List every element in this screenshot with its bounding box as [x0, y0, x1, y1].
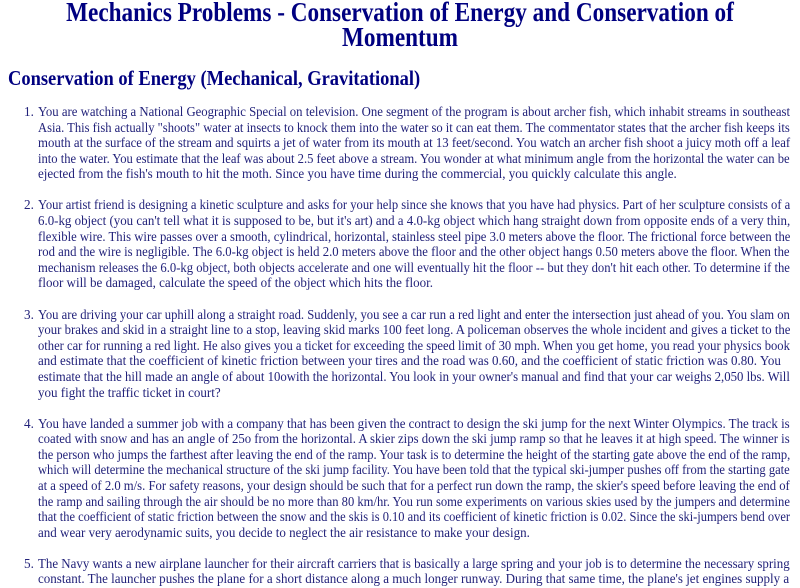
problem-text-line: ejected from the fish's mouth to hit the moth. Since you have time during the commercial, you quickly calculate this angle.	[38, 166, 677, 182]
page-title-line-1: Mechanics Problems - Conservation of Energy and Conservation of	[66, 0, 734, 27]
problem-text-line: and wear very aerodynamic suits, you decide to neglect the air resistance to make your design.	[38, 524, 530, 540]
problem-number: 1.	[24, 104, 34, 119]
problem-text-line: flexible wire. This wire passes over a smooth, cylindrical, horizontal, stainless steel pipe 3.0 meters above the floor. The frictional force between the	[38, 228, 791, 244]
problem-item	[0, 104, 800, 182]
problem-number: 5.	[24, 555, 34, 571]
problem-item	[0, 307, 800, 401]
problem-text-line: into the water. You estimate that the leaf was about 2.5 feet above a stream. You wonder at what minimum angle from the horizontal the water can be	[38, 150, 790, 166]
problem-text-line: mechanism releases the 6.0-kg object, both objects accelerate and one will eventually hit the floor -- but they don't hit each other. To determine if the	[38, 259, 790, 275]
problem-text-line: that the coefficient of static friction between the snow and the skis is 0.10 and its coefficient of kinetic friction is 0.02. Since the ski-jumpers bend over	[38, 509, 791, 525]
problem-number: 2.	[24, 197, 34, 213]
problem-item	[0, 197, 800, 291]
problem-text-line: at a speed of 2.0 m/s. For safety reasons, your design should be such that for a perfect run down the ramp, the skier's speed before leaving the end of	[38, 477, 790, 493]
problem-text-line: You have landed a summer job with a company that has been given the contract to design the ski jump for the next Winter Olympics. The track is	[38, 415, 790, 431]
problem-list	[0, 104, 800, 588]
problem-text-line: other car for running a red light. He also gives you a ticket for exceeding the speed limit of 30 mph. When you get home, you read your physics book	[38, 337, 790, 353]
problem-text-line: constant. The launcher pushes the plane for a short distance along a much longer runway. During that same time, the plane's jet engines supply a	[38, 571, 790, 587]
problem-text-line: rod and the wire is negligible. The 6.0-kg object is held 2.0 meters above the floor and the other object hangs 0.50 meters above the floor. When the	[38, 244, 790, 260]
problem-number: 4.	[24, 415, 34, 431]
problem-text-line: Asia. This fish actually "shoots" water at insects to knock them into the water so it can eat them. The commentator states that the archer fish keeps its	[38, 119, 790, 135]
problem-text-line: your brakes and skid in a straight line to a stop, leaving skid marks 100 feet long. A policeman observes the whole incident and gives a ticket to the	[38, 322, 791, 338]
problem-text-line: you fight the traffic ticket in court?	[38, 384, 221, 400]
problem-text-line: which will determine the mechanical structure of the ski jump facility. You have been told that the typical ski-jumper pushes off from the starting gate	[38, 462, 790, 478]
problem-text-line: the person who jumps the farthest after leaving the end of the ramp. Your task is to determine the height of the starting gate above the end of the ramp,	[38, 446, 791, 462]
problem-text-line: You are watching a National Geographic Special on television. One segment of the program is about archer fish, which inhabit streams in southeast	[38, 104, 790, 119]
problem-text-line: The Navy wants a new airplane launcher for their aircraft carriers that is basically a large spring and your job is to determine the necessary spring	[38, 555, 790, 571]
problem-text-line: estimate that the hill made an angle of about 10owith the horizontal. You look in your owner's manual and find that your car weighs 2,050 lbs. Will	[38, 368, 790, 384]
problem-text-line: and estimate that the coefficient of kinetic friction between your tires and the road was 0.60, and the coefficient of static friction was 0.80. You	[38, 353, 781, 369]
problem-number: 3.	[24, 306, 34, 322]
problem-item	[0, 416, 800, 541]
problem-text-line: coated with snow and has an angle of 25o from the horizontal. A skier zips down the ski jump ramp so that he leaves it at high speed. The winner is	[38, 431, 790, 447]
problem-item	[0, 556, 800, 587]
page-title	[0, 0, 800, 50]
problem-text-line: You are driving your car uphill along a straight road. Suddenly, you see a car run a red light and enter the intersection just ahead of you. You slam on	[38, 306, 790, 322]
problem-text-line: mouth at the surface of the stream and squirts a jet of water from its mouth at 13 feet/second. You watch an archer fish shoot a juicy moth off a leaf	[38, 135, 791, 151]
problem-text-line: the ramp and sailing through the air should be no more than 80 km/hr. You run some experiments on various skies used by the jumpers and determine	[38, 493, 790, 509]
page-title-line-2: Momentum	[341, 22, 459, 52]
problem-text-line: Your artist friend is designing a kinetic sculpture and asks for your help since she knows that you have had physics. Part of her sculpture consists of a	[38, 197, 791, 213]
problem-text-line: 6.0-kg object (you can't tell what it is supposed to be, but it's art) and a 4.0-kg object which hang straight down from opposite ends of a very thin,	[38, 213, 791, 229]
section-heading: Conservation of Energy (Mechanical, Gravitational)	[8, 66, 421, 90]
problem-text-line: floor will be damaged, calculate the speed of the object which hits the floor.	[38, 275, 434, 291]
